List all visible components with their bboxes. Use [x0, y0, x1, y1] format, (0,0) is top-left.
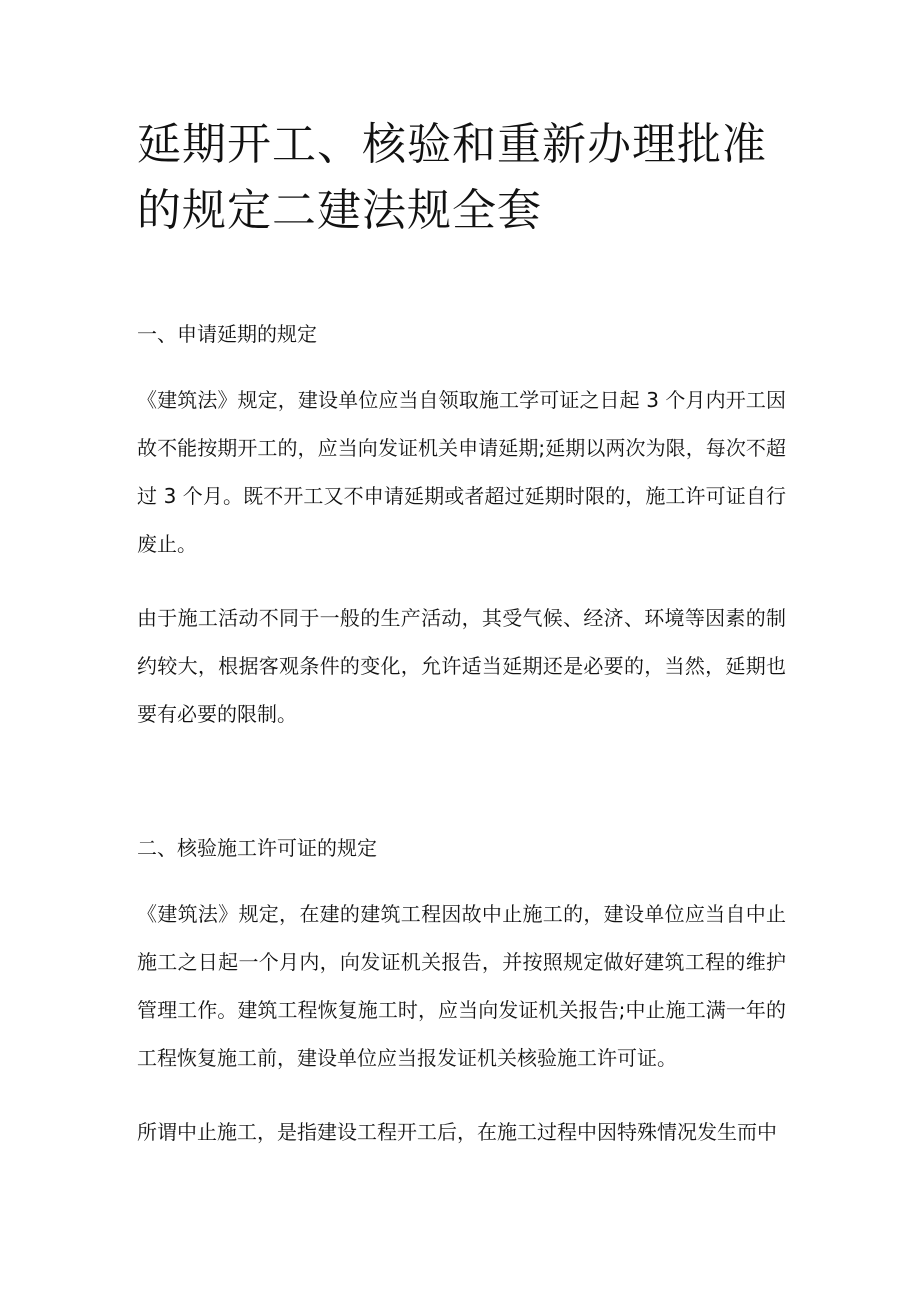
- section-1-paragraph-1: 《建筑法》规定，建设单位应当自领取施工学可证之日起 3 个月内开工因故不能按期开工的，应当向发证机关申请延期;延期以两次为限，每次不超过 3 个月。既不开工又不申请延期或者超过延期时限的，施工许可证自行废止。: [137, 388, 786, 556]
- section-1-paragraph-2: 由于施工活动不同于一般的生产活动，其受气候、经济、环境等因素的制约较大，根据客观条件的变化，允许适当延期还是必要的，当然，延期也要有必要的限制。: [137, 606, 786, 726]
- section-2-paragraph-1: 《建筑法》规定，在建的建筑工程因故中止施工的，建设单位应当自中止施工之日起一个月内，向发证机关报告，并按照规定做好建筑工程的维护管理工作。建筑工程恢复施工时，应当向发证机关报告;中止施工满一年的工程恢复施工前，建设单位应当报发证机关核验施工许可证。: [137, 902, 786, 1070]
- document-title: 延期开工、核验和重新办理批准的规定二建法规全套: [137, 119, 767, 236]
- section-2-paragraph-2: 所谓中止施工，是指建设工程开工后，在施工过程中因特殊情况发生而中: [137, 1120, 777, 1144]
- section-heading-2: 二、核验施工许可证的规定: [137, 836, 377, 860]
- section-heading-1: 一、申请延期的规定: [137, 322, 317, 346]
